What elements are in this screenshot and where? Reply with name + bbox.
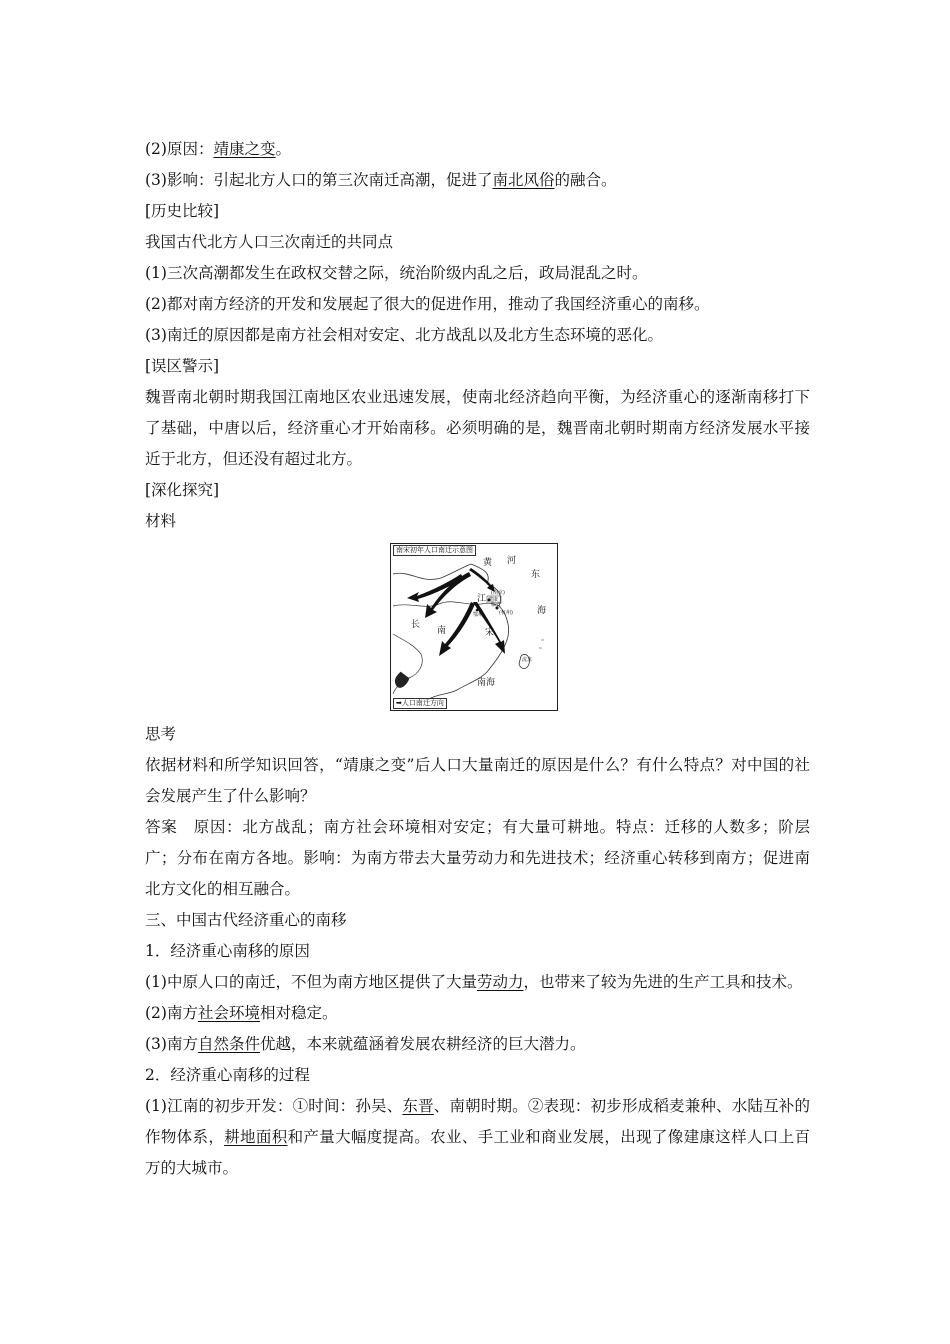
text-line: (2)原因：靖康之变。 bbox=[145, 140, 291, 158]
map-label: 长 bbox=[411, 620, 421, 630]
underlined-term: 靖康之变 bbox=[213, 140, 276, 158]
map-label: (杭州) bbox=[499, 610, 513, 616]
map-label: 海 bbox=[537, 606, 547, 616]
text-line: (2)都对南方经济的开发和发展起了很大的促进作用，推动了我国经济重心的南移。 bbox=[145, 295, 710, 313]
map-label: 建康 bbox=[488, 597, 499, 603]
text-line: (2)南方社会环境相对稳定。 bbox=[145, 1004, 338, 1022]
answer-paragraph: 答案 原因：北方战乱；南方社会环境相对安定；有大量可耕地。特点：迁移的人数多；阶层广；分布在南方各地。影响：为南方带去大量劳动力和先进技术；经济重心转移到南方；促进南北方文化的相互融合。 bbox=[145, 818, 810, 898]
section-heading: 三、中国古代经济重心的南移 bbox=[145, 911, 347, 929]
text-line: (3)南方自然条件优越，本来就蕴涵着发展农耕经济的巨大潜力。 bbox=[145, 1035, 586, 1053]
underlined-term: 自然条件 bbox=[197, 1035, 260, 1053]
underlined-term: 东晋 bbox=[402, 1097, 434, 1115]
text-line: (3)影响：引起北方人口的第三次南迁高潮，促进了南北风俗的融合。 bbox=[145, 171, 617, 189]
text-line: 思考 bbox=[145, 725, 177, 743]
section-tag: [历史比较] bbox=[145, 202, 220, 220]
map-label: 南 bbox=[437, 626, 447, 636]
migration-map bbox=[390, 543, 558, 711]
map-label: 流求 bbox=[522, 657, 533, 663]
underlined-term: 南北风俗 bbox=[492, 171, 555, 189]
paragraph: (1)江南的初步开发：①时间：孙吴、东晋、南朝时期。②表现：初步形成稻麦兼种、水陆互补的作物体系，耕地面积和产量大幅度提高。农业、手工业和商业发展，出现了像建康这样人口上百万的大城市。 bbox=[145, 1097, 810, 1177]
map-legend: ➡人口南迁方向 bbox=[393, 698, 447, 709]
section-tag: [误区警示] bbox=[145, 357, 220, 375]
underlined-term: 社会环境 bbox=[197, 1004, 260, 1022]
map-label: 南海 bbox=[477, 678, 496, 688]
paragraph: 魏晋南北朝时期我国江南地区农业迅速发展，使南北经济趋向平衡，为经济重心的逐渐南移打下了基础，中唐以后，经济重心才开始南移。必须明确的是，魏晋南北朝时期南方经济发展水平接近于北方，但还没有超过北方。 bbox=[145, 388, 810, 468]
text-line: (1)三次高潮都发生在政权交替之际，统治阶级内乱之后，政局混乱之时。 bbox=[145, 264, 648, 282]
underlined-term: 耕地面积 bbox=[224, 1128, 288, 1146]
map-figure bbox=[145, 541, 810, 715]
map-label: 临安 bbox=[491, 602, 502, 608]
map-label: 东 bbox=[531, 570, 541, 580]
paragraph: (1)中原人口的南迁，不但为南方地区提供了大量劳动力，也带来了较为先进的生产工具和技术。 bbox=[145, 973, 803, 991]
map-label: 黄 bbox=[483, 558, 493, 568]
paragraph: 依据材料和所学知识回答，“靖康之变”后人口大量南迁的原因是什么？有什么特点？对中国的社会发展产生了什么影响？ bbox=[145, 756, 810, 805]
underlined-term: 劳动力 bbox=[476, 973, 524, 991]
text-line: 我国古代北方人口三次南迁的共同点 bbox=[145, 233, 394, 251]
section-tag: [深化探究] bbox=[145, 481, 220, 499]
map-label: (南京) bbox=[491, 590, 505, 596]
text-line: 材料 bbox=[145, 512, 177, 530]
map-label: 江 bbox=[477, 594, 487, 604]
document-page bbox=[145, 134, 810, 1184]
map-label: 河 bbox=[507, 556, 517, 566]
text-line: (3)南迁的原因都是南方社会相对安定、北方战乱以及北方生态环境的恶化。 bbox=[145, 326, 663, 344]
map-label: 鄂州 bbox=[473, 612, 484, 618]
map-title: 南宋初年人口南迁示意图 bbox=[393, 545, 476, 556]
subsection-heading: 1．经济重心南移的原因 bbox=[145, 942, 310, 960]
subsection-heading: 2．经济重心南移的过程 bbox=[145, 1066, 310, 1084]
map-label: 宋 bbox=[485, 628, 495, 638]
